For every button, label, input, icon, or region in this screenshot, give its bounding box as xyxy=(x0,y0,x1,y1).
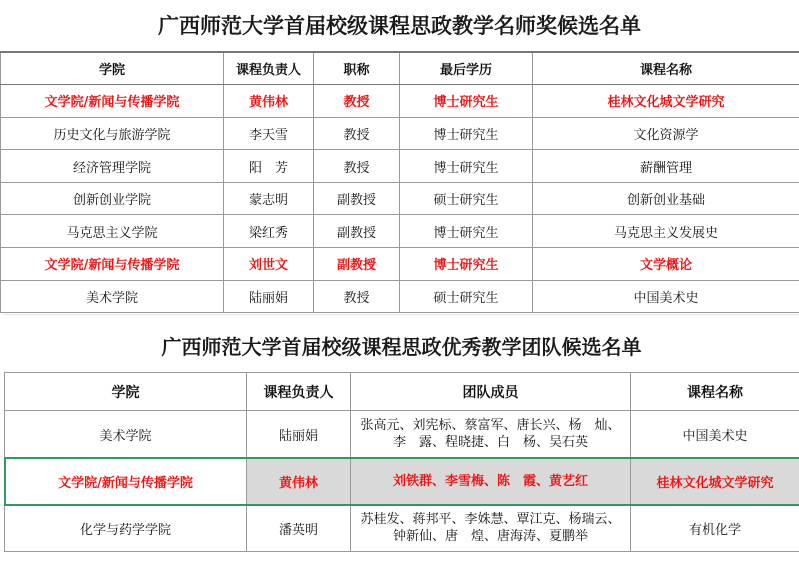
header-cell: 课程负责人 xyxy=(224,52,314,85)
table-row[interactable] xyxy=(1,215,799,248)
leader-cell[interactable]: 陆丽娟 xyxy=(247,411,351,458)
degree-cell[interactable]: 博士研究生 xyxy=(400,215,533,248)
teaching-team-sheet xyxy=(4,314,799,562)
leader-cell[interactable]: 黄伟林 xyxy=(224,85,314,118)
college-cell[interactable]: 马克思主义学院 xyxy=(1,215,224,248)
title-cell[interactable]: 教授 xyxy=(314,150,400,183)
course-cell[interactable]: 薪酬管理 xyxy=(533,150,799,183)
teaching-award-table xyxy=(0,51,799,313)
members-line: 张高元、刘宪标、蔡富军、唐长兴、杨 灿、 xyxy=(359,417,622,434)
header-row xyxy=(1,52,799,85)
teaching-team-table xyxy=(4,372,799,552)
members-cell[interactable] xyxy=(351,505,631,552)
title-cell[interactable]: 副教授 xyxy=(314,182,400,215)
leader-cell[interactable]: 阳 芳 xyxy=(224,150,314,183)
table-row[interactable] xyxy=(1,248,799,281)
leader-cell[interactable]: 刘世文 xyxy=(224,248,314,281)
title-cell[interactable]: 教授 xyxy=(314,117,400,150)
college-cell[interactable]: 美术学院 xyxy=(5,411,247,458)
degree-cell[interactable]: 博士研究生 xyxy=(400,150,533,183)
title-cell[interactable]: 教授 xyxy=(314,280,400,313)
course-cell[interactable]: 桂林文化城文学研究 xyxy=(631,458,799,505)
college-cell[interactable]: 文学院/新闻与传播学院 xyxy=(5,458,247,505)
course-cell[interactable]: 中国美术史 xyxy=(631,411,799,458)
header-cell: 职称 xyxy=(314,52,400,85)
course-cell[interactable]: 桂林文化城文学研究 xyxy=(533,85,799,118)
members-cell[interactable] xyxy=(351,458,631,505)
table-row[interactable] xyxy=(5,505,799,552)
members-line: 李 露、程晓捷、白 杨、吴石英 xyxy=(359,434,622,451)
college-cell[interactable]: 创新创业学院 xyxy=(1,182,224,215)
college-cell[interactable]: 经济管理学院 xyxy=(1,150,224,183)
course-cell[interactable]: 马克思主义发展史 xyxy=(533,215,799,248)
leader-cell[interactable]: 梁红秀 xyxy=(224,215,314,248)
course-cell[interactable]: 创新创业基础 xyxy=(533,182,799,215)
table-row[interactable] xyxy=(1,117,799,150)
title-cell[interactable]: 副教授 xyxy=(314,215,400,248)
members-line: 钟新仙、唐 煌、唐海涛、夏鹏举 xyxy=(359,528,622,545)
college-cell[interactable]: 历史文化与旅游学院 xyxy=(1,117,224,150)
header-cell: 学院 xyxy=(5,373,247,411)
degree-cell[interactable]: 博士研究生 xyxy=(400,85,533,118)
selected-table-row[interactable] xyxy=(5,458,799,505)
table-row[interactable] xyxy=(1,85,799,118)
degree-cell[interactable]: 硕士研究生 xyxy=(400,182,533,215)
table-row[interactable] xyxy=(5,411,799,458)
sheet-title: 广西师范大学首届校级课程思政优秀教学团队候选名单 xyxy=(4,331,799,360)
table-row[interactable] xyxy=(1,182,799,215)
degree-cell[interactable]: 硕士研究生 xyxy=(400,280,533,313)
college-cell[interactable]: 美术学院 xyxy=(1,280,224,313)
header-cell: 课程名称 xyxy=(533,52,799,85)
college-cell[interactable]: 文学院/新闻与传播学院 xyxy=(1,85,224,118)
leader-cell[interactable]: 潘英明 xyxy=(247,505,351,552)
college-cell[interactable]: 文学院/新闻与传播学院 xyxy=(1,248,224,281)
college-cell[interactable]: 化学与药学学院 xyxy=(5,505,247,552)
members-cell[interactable] xyxy=(351,411,631,458)
course-cell[interactable]: 文学概论 xyxy=(533,248,799,281)
table-row[interactable] xyxy=(1,280,799,313)
header-cell: 课程负责人 xyxy=(247,373,351,411)
leader-cell[interactable]: 黄伟林 xyxy=(247,458,351,505)
degree-cell[interactable]: 博士研究生 xyxy=(400,248,533,281)
sheet-title: 广西师范大学首届校级课程思政教学名师奖候选名单 xyxy=(0,10,799,40)
header-cell: 课程名称 xyxy=(631,373,799,411)
leader-cell[interactable]: 李天雪 xyxy=(224,117,314,150)
degree-cell[interactable]: 博士研究生 xyxy=(400,117,533,150)
leader-cell[interactable]: 蒙志明 xyxy=(224,182,314,215)
header-cell: 最后学历 xyxy=(400,52,533,85)
header-cell: 学院 xyxy=(1,52,224,85)
header-row xyxy=(5,373,799,411)
course-cell[interactable]: 中国美术史 xyxy=(533,280,799,313)
title-cell[interactable]: 副教授 xyxy=(314,248,400,281)
leader-cell[interactable]: 陆丽娟 xyxy=(224,280,314,313)
course-cell[interactable]: 文化资源学 xyxy=(533,117,799,150)
course-cell[interactable]: 有机化学 xyxy=(631,505,799,552)
table-row[interactable] xyxy=(1,150,799,183)
members-line: 苏桂发、蒋邦平、李姝慧、覃江克、杨瑞云、 xyxy=(359,511,622,528)
members-line: 刘铁群、李雪梅、陈 霞、黄艺红 xyxy=(359,473,622,490)
header-cell: 团队成员 xyxy=(351,373,631,411)
title-cell[interactable]: 教授 xyxy=(314,85,400,118)
